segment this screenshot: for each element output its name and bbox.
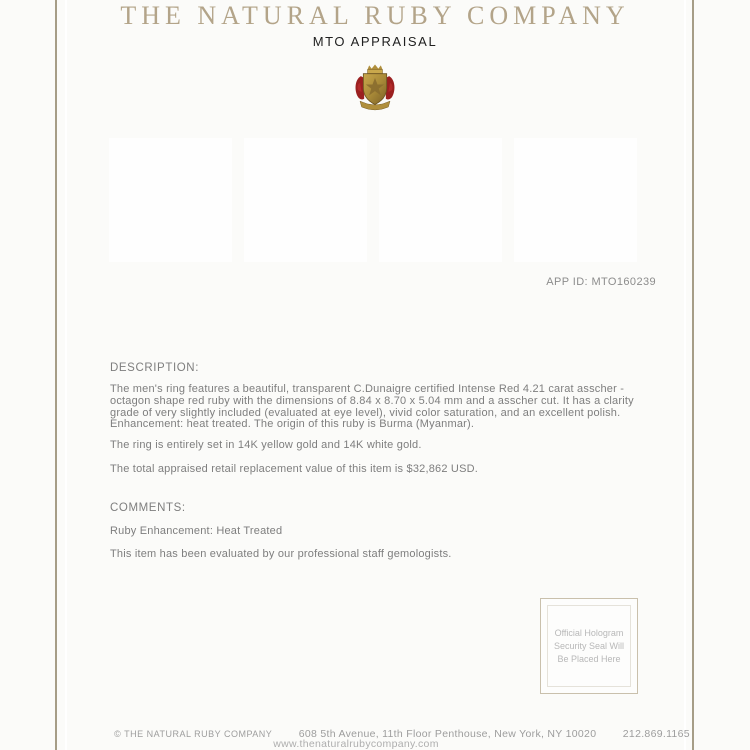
- description-paragraph: The ring is entirely set in 14K yellow gold and 14K white gold.: [110, 439, 422, 451]
- hologram-line: Security Seal Will: [553, 640, 625, 651]
- description-paragraph: The total appraised retail replacement value of this item is $32,862 USD.: [110, 463, 479, 475]
- footer-phone: 212.869.1165: [622, 728, 690, 740]
- description-paragraph: The men's ring features a beautiful, transparent C.Dunaigre certified Intense Red 4.21 carat asscher - octagon shape red ruby with the dimensions of 8.84 x 8.70 x 5.04 mm and a asscher cut. It has a clarity grade of very slightly included (evaluated at eye level), vivid color saturation, and an excellent polish. Enhancement: heat treated. The origin of this ruby is Burma (Myanmar).: [110, 383, 634, 431]
- footer-website: www.thenaturalrubycompany.com: [273, 738, 439, 750]
- photo-placeholder: [109, 138, 232, 262]
- comments-heading: COMMENTS:: [110, 502, 186, 514]
- comment-line: This item has been evaluated by our professional staff gemologists.: [110, 548, 452, 560]
- hologram-line: Be Placed Here: [557, 653, 621, 664]
- app-id: APP ID: MTO160239: [546, 276, 656, 288]
- footer-copyright: © THE NATURAL RUBY COMPANY: [114, 729, 273, 739]
- description-heading: DESCRIPTION:: [110, 362, 199, 374]
- photo-placeholder: [514, 138, 637, 262]
- comment-line: Ruby Enhancement: Heat Treated: [110, 525, 283, 537]
- hologram-line: Official Hologram: [554, 627, 624, 638]
- company-name: THE NATURAL RUBY COMPANY: [120, 1, 630, 30]
- footer-address: 608 5th Avenue, 11th Floor Penthouse, New York, NY 10020: [298, 728, 597, 740]
- hologram-seal-box: [540, 598, 638, 694]
- company-crest-icon: [0, 62, 750, 117]
- photo-placeholder: [379, 138, 502, 262]
- photo-row: [109, 138, 637, 262]
- hologram-seal-text: [547, 605, 631, 687]
- photo-placeholder: [244, 138, 367, 262]
- document-type-title: MTO APPRAISAL: [312, 34, 438, 49]
